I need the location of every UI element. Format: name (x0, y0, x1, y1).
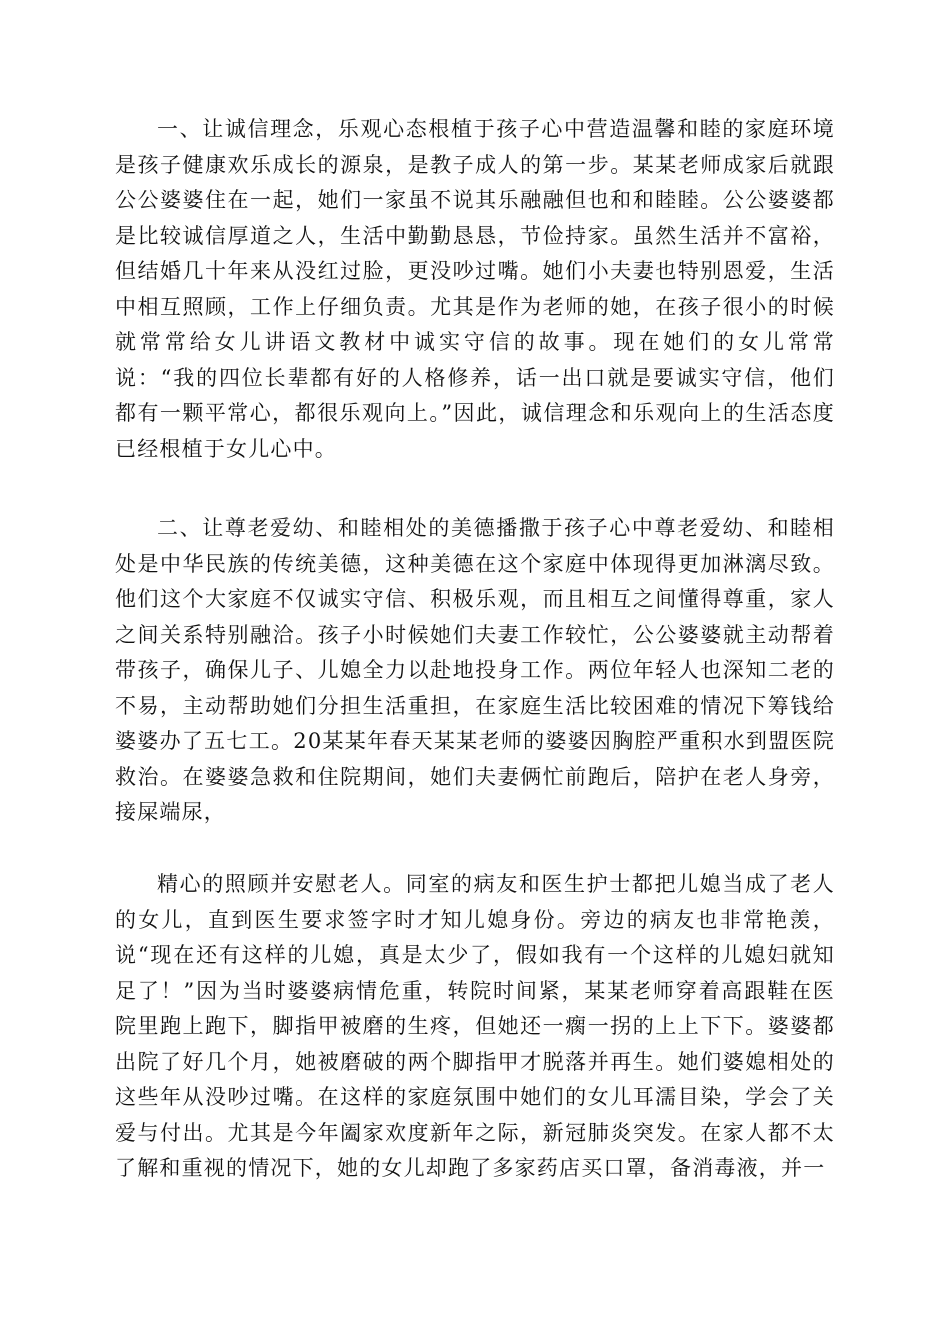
paragraph-respect-harmony: 二、让尊老爱幼、和睦相处的美德播撒于孩子心中尊老爱幼、和睦相处是中华民族的传统美德，这种美德在这个家庭中体现得更加淋漓尽致。他们这个大家庭不仅诚实守信、积极乐观，而且相互之间懂得尊重，家人之间关系特别融洽。孩子小时候她们夫妻工作较忙，公公婆婆就主动帮着带孩子，确保儿子、儿媳全力以赴地投身工作。两位年轻人也深知二老的不易，主动帮助她们分担生活重担，在家庭生活比较困难的情况下筹钱给婆婆办了五七工。20某某年春天某某老师的婆婆因胸腔严重积水到盟医院救治。在婆婆急救和住院期间，她们夫妻俩忙前跑后，陪护在老人身旁，接屎端尿， (115, 516, 835, 824)
paragraph-honesty-optimism: 一、让诚信理念，乐观心态根植于孩子心中营造温馨和睦的家庭环境是孩子健康欢乐成长的源泉，是教子成人的第一步。某某老师成家后就跟公公婆婆住在一起，她们一家虽不说其乐融融但也和和睦睦。公公婆婆都是比较诚信厚道之人，生活中勤勤恳恳，节俭持家。虽然生活并不富裕，但结婚几十年来从没红过脸，更没吵过嘴。她们小夫妻也特别恩爱，生活中相互照顾，工作上仔细负责。尤其是作为老师的她，在孩子很小的时候就常常给女儿讲语文教材中诚实守信的故事。现在她们的女儿常常说：“我的四位长辈都有好的人格修养，话一出口就是要诚实守信，他们都有一颗平常心，都很乐观向上。”因此，诚信理念和乐观向上的生活态度已经根植于女儿心中。 (115, 117, 835, 461)
paragraph-care-for-elder: 精心的照顾并安慰老人。同室的病友和医生护士都把儿媳当成了老人的女儿，直到医生要求签字时才知儿媳身份。旁边的病友也非常艳羡，说“现在还有这样的儿媳，真是太少了，假如我有一个这样的儿媳妇就知足了！”因为当时婆婆病情危重，转院时间紧，某某老师穿着高跟鞋在医院里跑上跑下，脚指甲被磨的生疼，但她还一瘸一拐的上上下下。婆婆都出院了好几个月，她被磨破的两个脚指甲才脱落并再生。她们婆媳相处的这些年从没吵过嘴。在这样的家庭氛围中她们的女儿耳濡目染，学会了关爱与付出。尤其是今年阖家欢度新年之际，新冠肺炎突发。在家人都不太了解和重视的情况下，她的女儿却跑了多家药店买口罩，备消毒液，并一 (115, 872, 835, 1180)
